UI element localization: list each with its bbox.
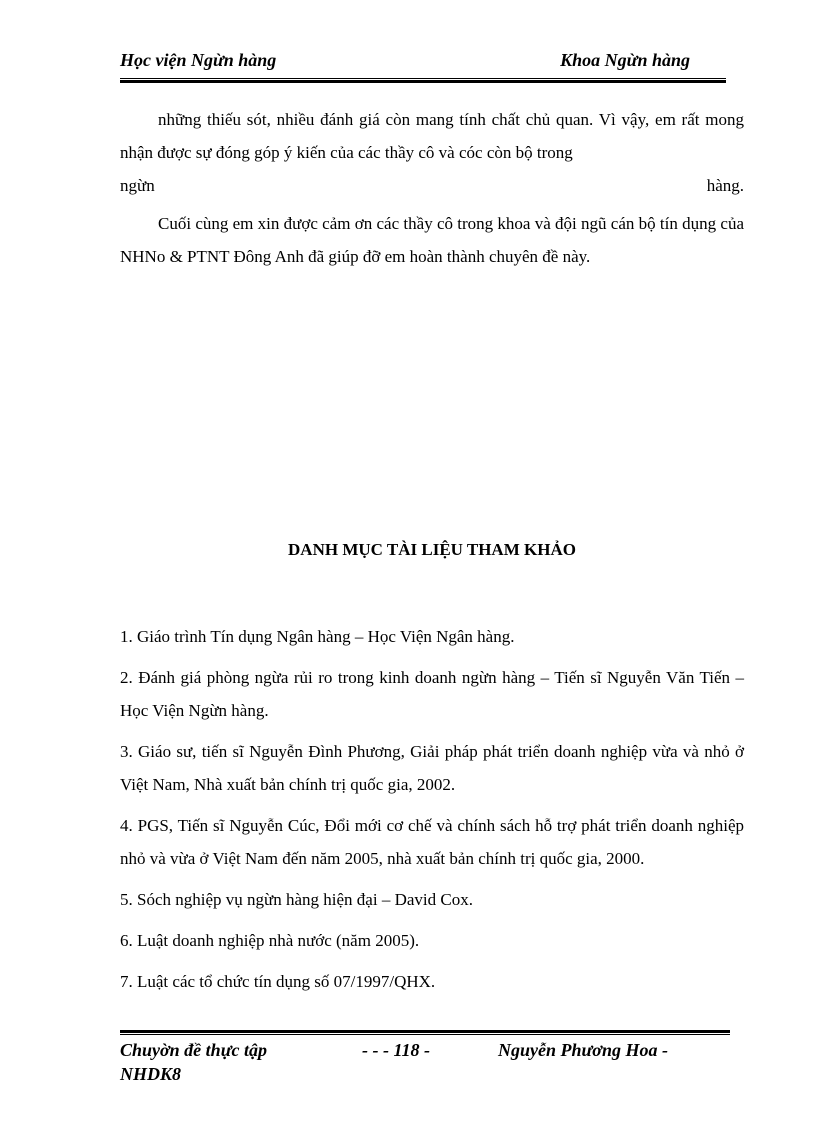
paragraph-closing-1 bbox=[120, 103, 744, 202]
footer-rule bbox=[120, 1030, 730, 1035]
reference-item: 3. Giáo sư, tiến sĩ Nguyễn Đình Phương, Giải pháp phát triển doanh nghiệp vừa và nhỏ ở Việt Nam, Nhà xuất bản chính trị quốc gia, 2002. bbox=[120, 742, 744, 794]
paragraph-1-last-right: hàng. bbox=[706, 176, 744, 195]
reference-item: 1. Giáo trình Tín dụng Ngân hàng – Học Viện Ngân hàng. bbox=[120, 627, 515, 646]
reference-item: 5. Sóch nghiệp vụ ngừn hàng hiện đại – David Cox. bbox=[120, 890, 473, 909]
paragraph-1-last-left: ngừn bbox=[120, 176, 155, 195]
header-faculty: Khoa Ngừn hàng bbox=[560, 50, 690, 70]
footer-class: NHDK8 bbox=[120, 1064, 182, 1084]
footer-page-number: - - - 118 - bbox=[362, 1040, 430, 1060]
header-rule bbox=[120, 78, 726, 83]
reference-item: 7. Luật các tổ chức tín dụng số 07/1997/QHX. bbox=[120, 972, 436, 991]
references-list bbox=[120, 620, 744, 1006]
paragraph-1-text: những thiếu sót, nhiều đánh giá còn mang tính chất chủ quan. Vì vậy, em rất mong nhận được sự đóng góp ý kiến của các thầy cô và cóc còn bộ trong bbox=[120, 110, 744, 162]
footer-doc-type: Chuyờn đề thực tập bbox=[120, 1040, 267, 1060]
reference-item: 4. PGS, Tiến sĩ Nguyễn Cúc, Đổi mới cơ chế và chính sách hỗ trợ phát triển doanh nghiệp nhỏ và vừa ở Việt Nam đến năm 2005, nhà xuất bản chính trị quốc gia, 2000. bbox=[120, 816, 744, 868]
paragraph-closing-2: Cuối cùng em xin được cảm ơn các thầy cô trong khoa và đội ngũ cán bộ tín dụng của NHNo & PTNT Đông Anh đã giúp đỡ em hoàn thành chuyên đề này. bbox=[120, 214, 744, 266]
reference-item: 2. Đánh giá phòng ngừa rủi ro trong kinh doanh ngừn hàng – Tiến sĩ Nguyễn Văn Tiến – Học Viện Ngừn hàng. bbox=[120, 668, 744, 720]
header-institution: Học viện Ngừn hàng bbox=[120, 50, 277, 70]
page-header bbox=[120, 50, 690, 74]
references-title: DANH MỤC TÀI LIỆU THAM KHẢO bbox=[288, 540, 576, 559]
footer-author: Nguyễn Phương Hoa - bbox=[498, 1040, 668, 1060]
paragraph-1-last-line bbox=[120, 169, 744, 202]
reference-item: 6. Luật doanh nghiệp nhà nước (năm 2005). bbox=[120, 931, 420, 950]
